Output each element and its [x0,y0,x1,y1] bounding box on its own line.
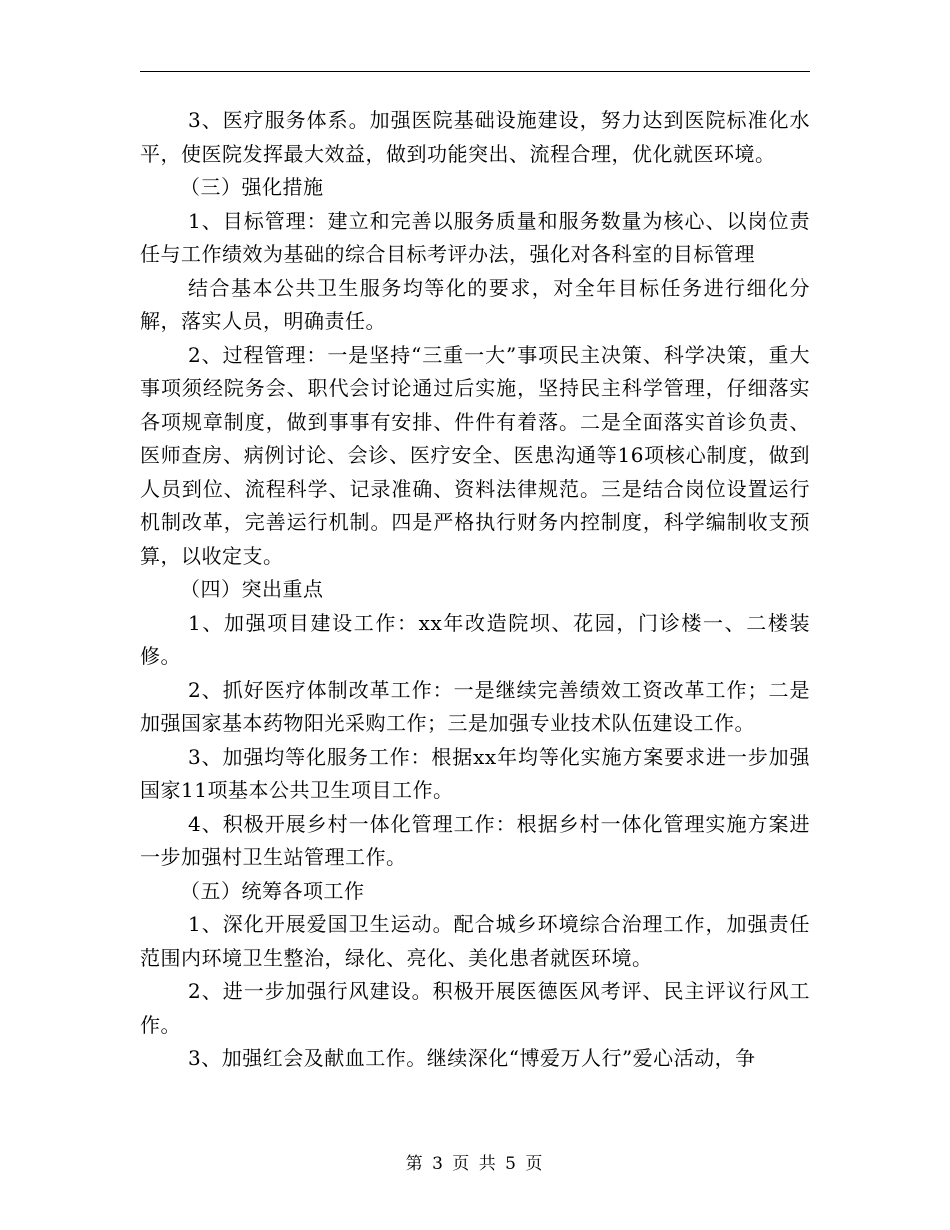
section-heading: （五）统筹各项工作 [180,878,365,903]
paragraph: 3、医疗服务体系。加强医院基础设施建设，努力达到医院标准化水平，使医院发挥最大效益，做到功能突出、流程合理，优化就医环境。 [140,108,810,166]
section-heading: （四）突出重点 [180,577,324,601]
paragraph: 4、积极开展乡村一体化管理工作：根据乡村一体化管理实施方案进一步加强村卫生站管理工作。 [140,811,810,869]
document-body [140,104,810,1076]
paragraph: 2、过程管理：一是坚持“三重一大”事项民主决策、科学决策，重大事项须经院务会、职代会讨论通过后实施，坚持民主科学管理，仔细落实各项规章制度，做到事事有安排、件件有着落。二是全面落实首诊负责、医师查房、病例讨论、会诊、医疗安全、医患沟通等16项核心制度，做到人员到位、流程科学、记录准确、资料法律规范。三是结合岗位设置运行机制改革，完善运行机制。四是严格执行财务内控制度，科学编制收支预算，以收定支。 [140,342,810,568]
paragraph: 结合基本公共卫生服务均等化的要求，对全年目标任务进行细化分解，落实人员，明确责任。 [140,275,810,333]
page-number: 第 3 页 共 5 页 [405,1154,545,1174]
paragraph: 1、加强项目建设工作：xx年改造院坝、花园，门诊楼一、二楼装修。 [140,610,810,668]
paragraph: 3、加强红会及献血工作。继续深化“博爱万人行”爱心活动，争 [188,1046,756,1070]
header-rule [140,71,810,72]
section-heading: （三）强化措施 [180,175,324,199]
paragraph: 1、深化开展爱国卫生运动。配合城乡环境综合治理工作，加强责任范围内环境卫生整治，绿化、亮化、美化患者就医环境。 [140,912,810,970]
paragraph: 2、进一步加强行风建设。积极开展医德医风考评、民主评议行风工作。 [140,979,810,1037]
paragraph: 2、抓好医疗体制改革工作：一是继续完善绩效工资改革工作；二是加强国家基本药物阳光采购工作；三是加强专业技术队伍建设工作。 [140,677,810,735]
paragraph: 1、目标管理：建立和完善以服务质量和服务数量为核心、以岗位责任与工作绩效为基础的综合目标考评办法，强化对各科室的目标管理 [140,208,810,266]
paragraph: 3、加强均等化服务工作：根据xx年均等化实施方案要求进一步加强国家11项基本公共卫生项目工作。 [140,744,810,802]
